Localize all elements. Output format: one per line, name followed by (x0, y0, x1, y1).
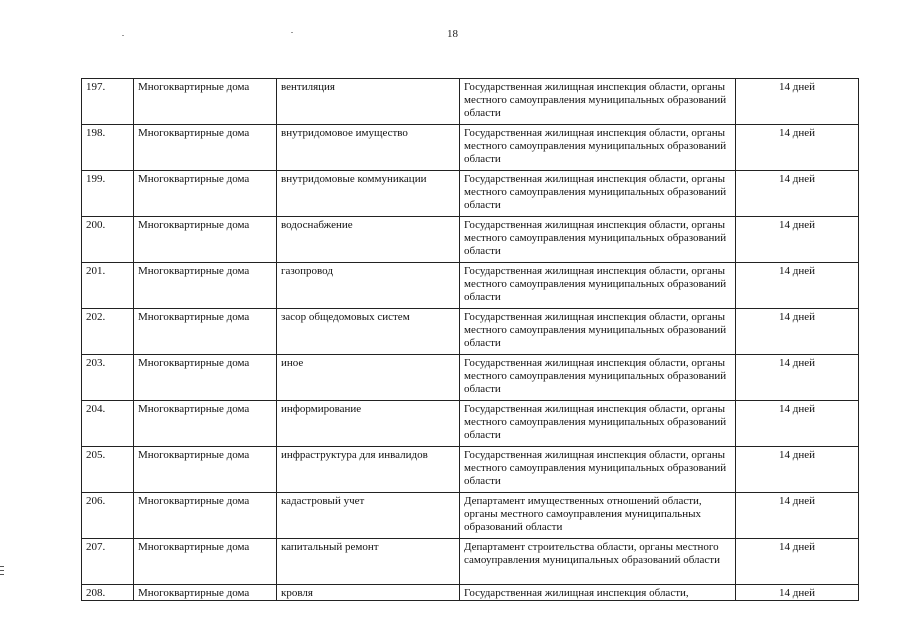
term-cell: 14 дней (736, 171, 859, 217)
organization-cell: Государственная жилищная инспекция области, органы местного самоуправления муниципальных образований области (460, 355, 736, 401)
term-cell: 14 дней (736, 585, 859, 601)
row-number: 207. (82, 539, 134, 585)
table-row (82, 585, 859, 601)
scan-edge-marks (0, 566, 4, 578)
organization-cell: Государственная жилищная инспекция области, органы местного самоуправления муниципальных образований области (460, 401, 736, 447)
category-cell: Многоквартирные дома (134, 309, 277, 355)
topic-cell: газопровод (277, 263, 460, 309)
organization-cell: Государственная жилищная инспекция области, органы местного самоуправления муниципальных образований области (460, 263, 736, 309)
row-number: 201. (82, 263, 134, 309)
table-row (82, 447, 859, 493)
organization-cell: Государственная жилищная инспекция области, органы местного самоуправления муниципальных образований области (460, 125, 736, 171)
term-cell: 14 дней (736, 539, 859, 585)
category-cell: Многоквартирные дома (134, 447, 277, 493)
topic-cell: засор общедомовых систем (277, 309, 460, 355)
organization-cell: Государственная жилищная инспекция области, (460, 585, 736, 601)
term-cell: 14 дней (736, 355, 859, 401)
scan-speck (122, 35, 124, 36)
category-cell: Многоквартирные дома (134, 401, 277, 447)
organization-cell: Государственная жилищная инспекция области, органы местного самоуправления муниципальных образований области (460, 447, 736, 493)
row-number: 206. (82, 493, 134, 539)
topic-cell: информирование (277, 401, 460, 447)
organization-cell: Государственная жилищная инспекция области, органы местного самоуправления муниципальных образований области (460, 309, 736, 355)
row-number: 198. (82, 125, 134, 171)
category-cell: Многоквартирные дома (134, 585, 277, 601)
topic-cell: внутридомовые коммуникации (277, 171, 460, 217)
row-number: 197. (82, 79, 134, 125)
term-cell: 14 дней (736, 125, 859, 171)
topic-cell: иное (277, 355, 460, 401)
document-table (81, 78, 859, 601)
table-row (82, 263, 859, 309)
row-number: 204. (82, 401, 134, 447)
row-number: 200. (82, 217, 134, 263)
topic-cell: капитальный ремонт (277, 539, 460, 585)
topic-cell: вентиляция (277, 79, 460, 125)
category-cell: Многоквартирные дома (134, 493, 277, 539)
row-number: 199. (82, 171, 134, 217)
organization-cell: Департамент строительства области, органы местного самоуправления муниципальных образований области (460, 539, 736, 585)
term-cell: 14 дней (736, 493, 859, 539)
organization-cell: Департамент имущественных отношений области, органы местного самоуправления муниципальных образований области (460, 493, 736, 539)
organization-cell: Государственная жилищная инспекция области, органы местного самоуправления муниципальных образований области (460, 171, 736, 217)
row-number: 202. (82, 309, 134, 355)
row-number: 208. (82, 585, 134, 601)
table-row (82, 217, 859, 263)
scan-speck (291, 32, 293, 33)
organization-cell: Государственная жилищная инспекция области, органы местного самоуправления муниципальных образований области (460, 217, 736, 263)
table-row (82, 493, 859, 539)
table-row (82, 401, 859, 447)
table-row (82, 355, 859, 401)
category-cell: Многоквартирные дома (134, 79, 277, 125)
category-cell: Многоквартирные дома (134, 263, 277, 309)
term-cell: 14 дней (736, 309, 859, 355)
term-cell: 14 дней (736, 217, 859, 263)
topic-cell: кадастровый учет (277, 493, 460, 539)
category-cell: Многоквартирные дома (134, 125, 277, 171)
term-cell: 14 дней (736, 447, 859, 493)
term-cell: 14 дней (736, 79, 859, 125)
topic-cell: кровля (277, 585, 460, 601)
category-cell: Многоквартирные дома (134, 171, 277, 217)
category-cell: Многоквартирные дома (134, 217, 277, 263)
row-number: 205. (82, 447, 134, 493)
organization-cell: Государственная жилищная инспекция области, органы местного самоуправления муниципальных образований области (460, 79, 736, 125)
row-number: 203. (82, 355, 134, 401)
topic-cell: водоснабжение (277, 217, 460, 263)
page-number: 18 (447, 28, 458, 40)
table-row (82, 79, 859, 125)
table-row (82, 171, 859, 217)
topic-cell: внутридомовое имущество (277, 125, 460, 171)
table-row (82, 125, 859, 171)
table-row (82, 309, 859, 355)
category-cell: Многоквартирные дома (134, 355, 277, 401)
table-row (82, 539, 859, 585)
term-cell: 14 дней (736, 263, 859, 309)
topic-cell: инфраструктура для инвалидов (277, 447, 460, 493)
term-cell: 14 дней (736, 401, 859, 447)
category-cell: Многоквартирные дома (134, 539, 277, 585)
